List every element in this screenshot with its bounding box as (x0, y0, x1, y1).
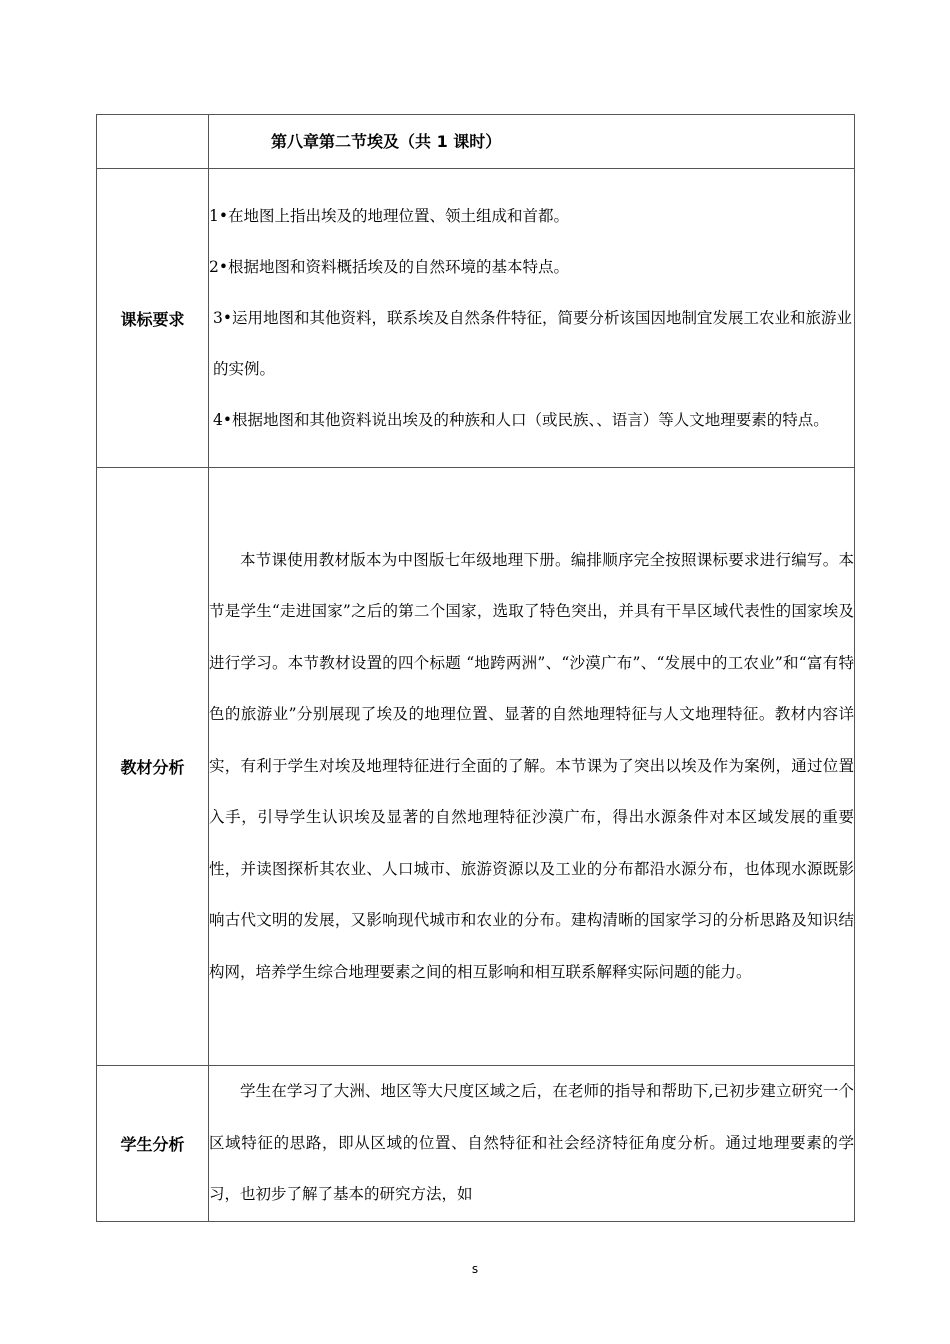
requirements-label: 课标要求 (97, 169, 209, 468)
requirement-item: 1•在地图上指出埃及的地理位置、领土组成和首都。 (209, 206, 570, 225)
textbook-row (97, 468, 855, 1066)
students-content (209, 1066, 855, 1222)
students-label: 学生分析 (97, 1066, 209, 1222)
textbook-content (209, 468, 855, 1066)
textbook-paragraph: 本节课使用教材版本为中图版七年级地理下册。编排顺序完全按照课标要求进行编写。本节是学生“走进国家”之后的第二个国家，选取了特色突出，并具有干旱区域代表性的国家埃及进行学习。本节教材设置的四个标题 “地跨两洲”、“沙漠广布”、“发展中的工农业”和“富有特色的旅游业”分别展现了埃及的地理位置、显著的自然地理特征与人文地理特征。教材内容详实，有利于学生对埃及地理特征进行全面的了解。本节课为了突出以埃及作为案例，通过位置入手，引导学生认识埃及显著的自然地理特征沙漠广布，得出水源条件对本区域发展的重要性，并读图探析其农业、人口城市、旅游资源以及工业的分布都沿水源分布，也体现水源既影响古代文明的发展，又影响现代城市和农业的分布。建构清晰的国家学习的分析思路及知识结构网，培养学生综合地理要素之间的相互影响和相互联系解释实际问题的能力。 (209, 550, 854, 981)
title-label-cell (97, 115, 209, 169)
students-row (97, 1066, 855, 1222)
requirements-content (209, 169, 855, 468)
title-row (97, 115, 855, 169)
page-footer-mark: s (471, 1262, 479, 1276)
requirement-item: 4•根据地图和其他资料说出埃及的种族和人口（或民族、、语言）等人文地理要素的特点。 (213, 410, 829, 429)
students-paragraph: 学生在学习了大洲、地区等大尺度区域之后，在老师的指导和帮助下,已初步建立研究一个区域特征的思路，即从区域的位置、自然特征和社会经济特征角度分析。通过地理要素的学习，也初步了解了基本的研究方法，如 (209, 1082, 854, 1203)
textbook-label: 教材分析 (97, 468, 209, 1066)
requirement-item: 2•根据地图和资料概括埃及的自然环境的基本特点。 (209, 257, 570, 276)
requirement-item: 3•运用地图和其他资料，联系埃及自然条件特征，简要分析该国因地制宜发展工农业和旅游业的实例。 (213, 308, 853, 378)
lesson-plan-table (96, 114, 855, 1222)
requirements-row (97, 169, 855, 468)
lesson-title: 第八章第二节埃及（共 1 课时） (271, 132, 502, 151)
title-cell (209, 115, 855, 169)
